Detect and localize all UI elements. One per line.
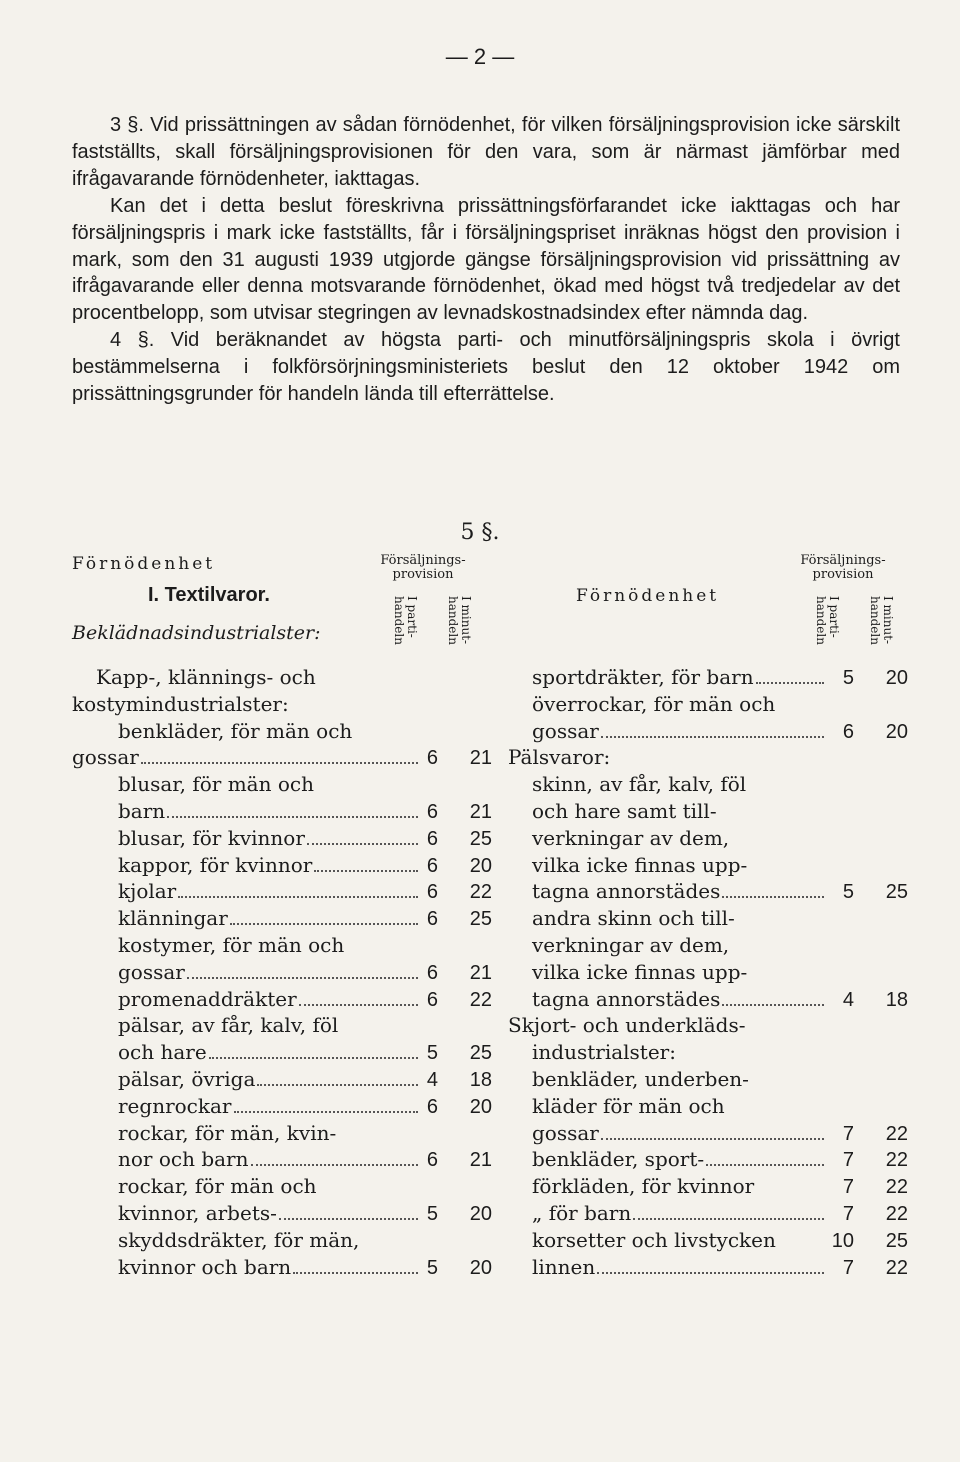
item-label: nor och barn xyxy=(118,1147,249,1172)
partihandel-value: 6 xyxy=(426,881,438,904)
minuthandel-value: 22 xyxy=(469,988,492,1011)
table-row xyxy=(508,825,908,852)
item-label: barn xyxy=(118,798,166,823)
item-label: blusar, för kvinnor xyxy=(118,825,305,850)
right-column xyxy=(508,552,908,1292)
table-row xyxy=(72,691,492,718)
minuthandel-value: 21 xyxy=(469,800,492,823)
table-row xyxy=(72,1254,492,1281)
partihandel-value: 7 xyxy=(842,1256,854,1279)
table-row xyxy=(508,905,908,932)
leader-dots xyxy=(230,923,418,925)
partihandel-header-right: I parti-handeln xyxy=(814,596,841,645)
leader-dots xyxy=(187,977,418,979)
leader-dots xyxy=(279,1218,418,1220)
minuthandel-value: 22 xyxy=(885,1256,908,1279)
partihandel-value: 6 xyxy=(426,1149,438,1172)
minuthandel-value: 22 xyxy=(885,1176,908,1199)
item-label: kvinnor och barn xyxy=(118,1254,292,1279)
item-label: kappor, för kvinnor xyxy=(118,852,313,877)
table-row xyxy=(72,1173,492,1200)
table-row xyxy=(72,1146,492,1173)
item-label: Kapp-, klännings- och xyxy=(96,665,316,689)
table-row xyxy=(508,1066,908,1093)
table-row xyxy=(508,771,908,798)
item-label: vilka icke finnas upp- xyxy=(532,852,748,877)
item-label: „ för barn xyxy=(532,1200,632,1225)
table-row xyxy=(508,1093,908,1120)
leader-dots xyxy=(601,1138,824,1140)
item-label: kläder för män och xyxy=(532,1093,725,1118)
table-row xyxy=(72,878,492,905)
minuthandel-value: 25 xyxy=(469,908,492,931)
minuthandel-value: 22 xyxy=(885,1149,908,1172)
minuthandel-value: 20 xyxy=(885,720,908,743)
leader-dots xyxy=(601,736,824,738)
table-row xyxy=(508,1200,908,1227)
paragraph-3-cont: Kan det i detta beslut föreskrivna prissättningsförfarandet icke iakttagas och har försäljningspris i mark icke fastställts, får i försäljningspriset inräknas högst den provision i mark, som den 31 augusti 1939 utgjorde gängse försäljningsprovision vid prissättning av ifrågavarande eller denna motsvarande förnödenhet, ökad med högst två tredjedelar av det procentbelopp, som utvisar stegringen av levnadskostnadsindex efter nämnda dag. xyxy=(72,194,900,325)
minuthandel-value: 21 xyxy=(469,961,492,984)
item-label: kvinnor, arbets- xyxy=(118,1200,277,1225)
table-row xyxy=(72,986,492,1013)
table-row xyxy=(72,1120,492,1147)
minuthandel-header-right: I minut-handeln xyxy=(868,596,895,645)
table-row xyxy=(72,1227,492,1254)
table-row xyxy=(72,798,492,825)
table-row xyxy=(508,852,908,879)
minuthandel-value: 20 xyxy=(469,854,492,877)
item-label: skyddsdräkter, för män, xyxy=(118,1227,360,1252)
table-row xyxy=(72,905,492,932)
partihandel-value: 7 xyxy=(842,1176,854,1199)
item-label: verkningar av dem, xyxy=(532,932,730,957)
minuthandel-value: 20 xyxy=(469,1202,492,1225)
page-number: — 2 — xyxy=(445,44,515,69)
leader-dots xyxy=(722,1004,824,1006)
item-label: och hare xyxy=(118,1040,207,1065)
partihandel-value: 6 xyxy=(426,854,438,877)
leader-dots xyxy=(756,682,824,684)
partihandel-value: 4 xyxy=(842,988,854,1011)
item-label: andra skinn och till- xyxy=(532,906,735,931)
table-row xyxy=(72,718,492,745)
item-label: korsetter och livstycken xyxy=(532,1227,776,1252)
table-row xyxy=(508,959,908,986)
category-heading: I. Textilvaror. xyxy=(148,584,270,606)
table-row xyxy=(72,1200,492,1227)
intro-text xyxy=(72,112,900,408)
partihandel-value: 7 xyxy=(842,1122,854,1145)
minuthandel-value: 22 xyxy=(469,881,492,904)
leader-dots xyxy=(167,816,418,818)
goods-header: Förnödenhet xyxy=(72,554,216,574)
item-label: gossar xyxy=(532,718,599,743)
leader-dots xyxy=(209,1057,418,1059)
minuthandel-value: 18 xyxy=(885,988,908,1011)
table-row xyxy=(508,718,908,745)
table-row xyxy=(508,1146,908,1173)
item-label: pälsar, av får, kalv, föl xyxy=(118,1013,339,1038)
leader-dots xyxy=(722,896,824,898)
table-row xyxy=(508,1120,908,1147)
partihandel-value: 7 xyxy=(842,1202,854,1225)
partihandel-value: 6 xyxy=(426,747,438,770)
partihandel-value: 7 xyxy=(842,1149,854,1172)
table-row xyxy=(508,1173,908,1200)
subcategory-heading: Beklädnadsindustrialster: xyxy=(72,622,321,644)
item-label: tagna annorstädes xyxy=(532,879,721,904)
item-label: pälsar, övriga xyxy=(118,1066,256,1091)
partihandel-value: 5 xyxy=(426,1256,438,1279)
table-row xyxy=(72,959,492,986)
item-label: gossar xyxy=(72,745,139,770)
minuthandel-value: 25 xyxy=(469,827,492,850)
item-label: vilka icke finnas upp- xyxy=(532,959,748,984)
minuthandel-value: 25 xyxy=(885,1229,908,1252)
minuthandel-value: 21 xyxy=(469,1149,492,1172)
minuthandel-value: 21 xyxy=(469,747,492,770)
item-label: blusar, för män och xyxy=(118,772,314,797)
item-label: och hare samt till- xyxy=(532,798,717,823)
provision-header-right: Försäljnings-provision xyxy=(800,553,886,582)
leader-dots xyxy=(178,896,418,898)
partihandel-value: 6 xyxy=(842,720,854,743)
leader-dots xyxy=(141,762,418,764)
partihandel-value: 6 xyxy=(426,827,438,850)
minuthandel-value: 22 xyxy=(885,1202,908,1225)
partihandel-value: 6 xyxy=(426,1095,438,1118)
minuthandel-value: 25 xyxy=(885,881,908,904)
partihandel-value: 5 xyxy=(842,667,854,689)
table-row xyxy=(508,1227,908,1254)
partihandel-value: 6 xyxy=(426,800,438,823)
table-row xyxy=(508,986,908,1013)
partihandel-value: 5 xyxy=(426,1202,438,1225)
left-rows xyxy=(72,664,492,1280)
table-row xyxy=(72,852,492,879)
item-label: gossar xyxy=(118,959,185,984)
minuthandel-header: I minut-handeln xyxy=(446,596,473,645)
leader-dots xyxy=(597,1272,824,1274)
item-label: verkningar av dem, xyxy=(532,825,730,850)
table-row xyxy=(508,664,908,691)
leader-dots xyxy=(706,1164,824,1166)
leader-dots xyxy=(257,1084,418,1086)
table-row xyxy=(508,932,908,959)
item-label: benkläder, sport- xyxy=(532,1147,705,1172)
right-rows xyxy=(508,664,908,1280)
item-label: benkläder, för män och xyxy=(118,718,353,743)
minuthandel-value: 20 xyxy=(469,1095,492,1118)
leader-dots xyxy=(633,1218,824,1220)
leader-dots xyxy=(234,1111,419,1113)
table-row xyxy=(508,878,908,905)
leader-dots xyxy=(314,870,418,872)
table-row xyxy=(72,771,492,798)
table-row xyxy=(72,932,492,959)
paragraph-3: 3 §. Vid prissättningen av sådan förnödenhet, för vilken försäljningsprovision icke särskilt fastställts, skall försäljningsprovisionen för den vara, som är närmast jämförbar med ifrågavarande förnödenheter, iakttagas. xyxy=(72,114,900,190)
item-label: rockar, för män och xyxy=(118,1174,317,1199)
minuthandel-value: 18 xyxy=(469,1068,492,1091)
table-row xyxy=(72,1012,492,1039)
table-row xyxy=(72,744,492,771)
table-row xyxy=(72,1093,492,1120)
table-row xyxy=(508,798,908,825)
item-label: Skjort- och underkläds- xyxy=(508,1013,746,1038)
item-label: promenaddräkter xyxy=(118,986,297,1011)
item-label: tagna annorstädes xyxy=(532,986,721,1011)
item-label: benkläder, underben- xyxy=(532,1066,749,1091)
partihandel-value: 6 xyxy=(426,961,438,984)
leader-dots xyxy=(307,843,418,845)
table-row xyxy=(72,1039,492,1066)
partihandel-value: 6 xyxy=(426,908,438,931)
partihandel-header: I parti-handeln xyxy=(392,596,419,645)
paragraph-4: 4 §. Vid beräknandet av högsta parti- och minutförsäljningspris skola i övrigt bestämmelserna i folkförsörjningsministeriets beslut den 12 oktober 1942 om prissättningsgrunder för handeln lända till efterrättelse. xyxy=(72,329,900,406)
table-row xyxy=(508,691,908,718)
table-row xyxy=(508,744,908,771)
item-label: industrialster: xyxy=(532,1040,676,1065)
partihandel-value: 5 xyxy=(426,1042,438,1065)
table-row xyxy=(72,825,492,852)
item-label: skinn, av får, kalv, föl xyxy=(532,772,747,797)
item-label: överrockar, för män och xyxy=(532,691,776,716)
item-label: Pälsvaror: xyxy=(508,745,611,770)
minuthandel-value: 20 xyxy=(885,667,908,689)
item-label: kostymer, för män och xyxy=(118,932,345,957)
item-label: förkläden, för kvinnor xyxy=(532,1174,755,1199)
leader-dots xyxy=(251,1164,419,1166)
minuthandel-value: 25 xyxy=(469,1042,492,1065)
partihandel-value: 5 xyxy=(842,881,854,904)
table-row xyxy=(508,1012,908,1039)
item-label: kjolar xyxy=(118,879,177,904)
table-row xyxy=(508,1039,908,1066)
partihandel-value: 6 xyxy=(426,988,438,1011)
minuthandel-value: 20 xyxy=(469,1256,492,1279)
item-label: sportdräkter, för barn xyxy=(532,665,754,689)
item-label: gossar xyxy=(532,1120,599,1145)
left-column xyxy=(72,552,492,1292)
item-label: kostymindustrialster: xyxy=(72,691,289,716)
table-row xyxy=(72,1066,492,1093)
minuthandel-value: 22 xyxy=(885,1122,908,1145)
leader-dots xyxy=(299,1004,418,1006)
item-label: regnrockar xyxy=(118,1093,232,1118)
item-label: klänningar xyxy=(118,906,228,931)
goods-header-right: Förnödenhet xyxy=(576,586,720,606)
leader-dots xyxy=(293,1272,418,1274)
partihandel-value: 10 xyxy=(831,1229,854,1252)
table-row xyxy=(508,1254,908,1281)
table-row xyxy=(72,664,492,691)
item-label: linnen xyxy=(532,1254,596,1279)
provision-header: Försäljnings-provision xyxy=(380,553,466,582)
section-5-heading: 5 §. xyxy=(460,520,500,545)
partihandel-value: 4 xyxy=(426,1068,438,1091)
item-label: rockar, för män, kvin- xyxy=(118,1120,337,1145)
